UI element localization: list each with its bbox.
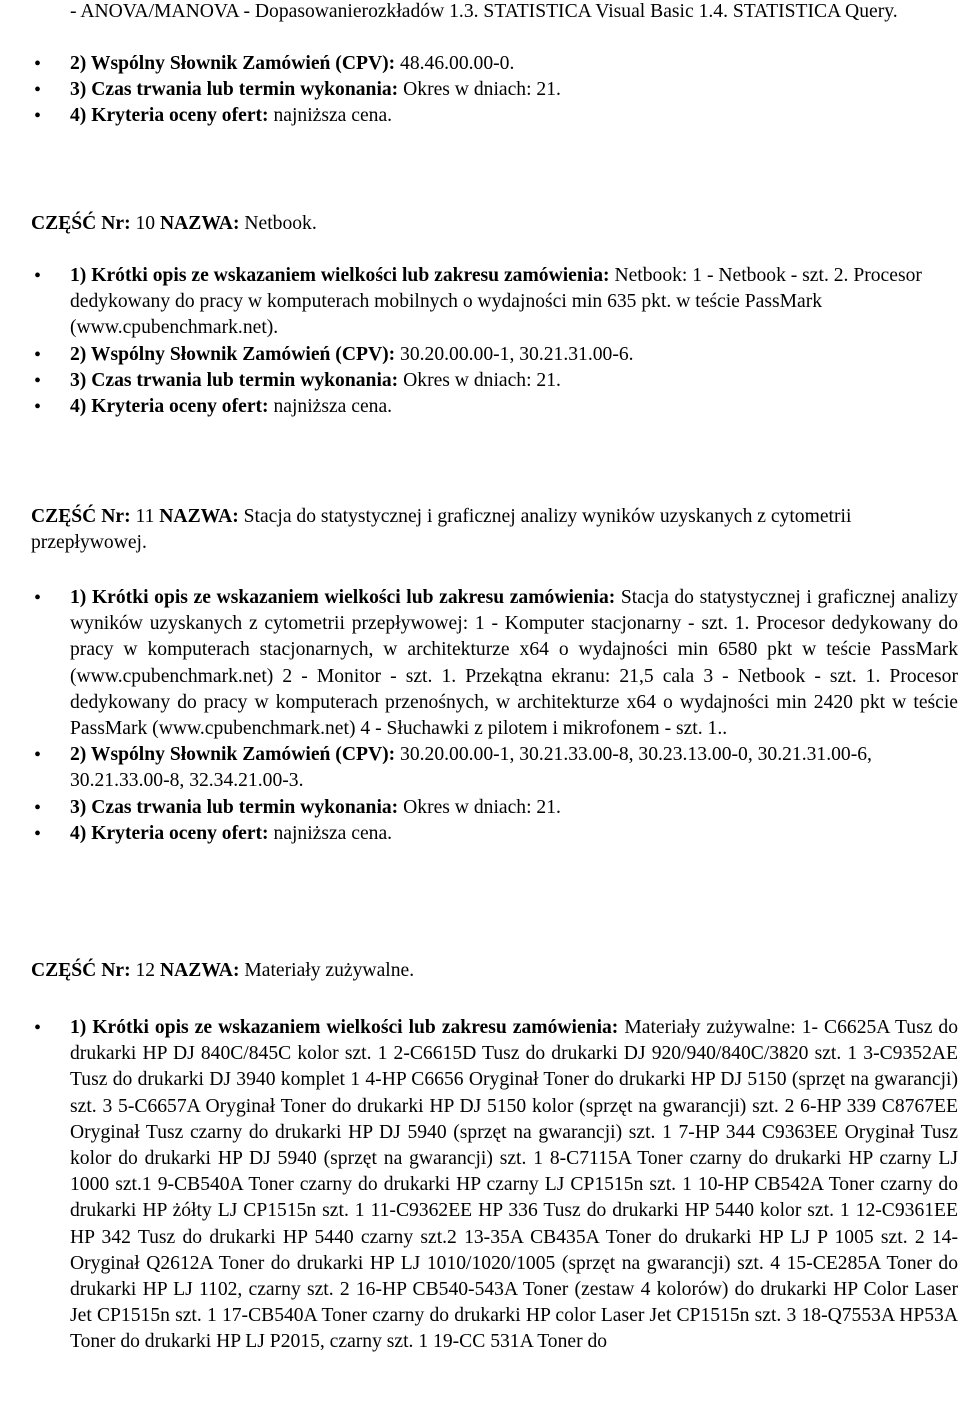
item-label: 4) Kryteria oceny ofert: [70, 105, 269, 127]
part-prefix: CZĘŚĆ Nr: [31, 506, 131, 527]
item-label: 3) Czas trwania lub termin wykonania: [70, 796, 399, 818]
part11-heading [0, 504, 891, 556]
list-item [0, 394, 960, 420]
item-label: 2) Wspólny Słownik Zamówień (CPV): [70, 744, 396, 766]
item-value: najniższa cena. [268, 822, 393, 844]
item-label: 3) Czas trwania lub termin wykonania: [70, 369, 399, 391]
part-prefix: CZĘŚĆ Nr: [31, 213, 131, 234]
item-label: 1) Krótki opis ze wskazaniem wielkości lub zakresu zamówienia: [70, 587, 616, 608]
part-prefix: CZĘŚĆ Nr: [31, 960, 131, 981]
item-value: 30.20.00.00-1, 30.21.33.00-8, 30.23.13.00-0, 30.21.31.00-6, 30.21.33.00-8, 32.34.21.00-3. [70, 744, 872, 792]
item-value: Okres w dniach: 21. [398, 79, 561, 101]
item-value: 48.46.00.00-0. [395, 53, 515, 74]
list-item [0, 585, 960, 742]
part-number: 12 [130, 960, 160, 981]
list-item [0, 821, 960, 847]
item-value: Materiały zużywalne: 1- C6625A Tusz do drukarki HP DJ 840C/845C kolor szt. 1 2-C6615D Tusz do drukarki DJ 920/940/840C/3820 szt. 1 3-C9352AE Tusz do drukarki DJ 3940 komplet 1 4-HP C6656 Oryginał Toner do drukarki HP DJ 5150 (sprzęt na gwarancji) szt. 3 5-C6657A Oryginał Toner do drukarki HP DJ 5150 kolor (sprzęt na gwarancji) szt. 2 6-HP 339 C8767EE Oryginał Tusz czarny do drukarki HP DJ 5940 (sprzęt na gwarancji) szt. 1 7-HP 344 C9363EE Oryginał Tusz kolor do drukarki HP DJ 5940 (sprzęt na gwarancji) szt. 1 8-C7115A Toner czarny do drukarki HP czarny LJ 1000 szt.1 9-CB540A Toner czarny do drukarki HP czarny LJ CP1515n szt. 1 10-HP CB542A Toner czarny do drukarki HP żółty LJ CP1515n szt. 1 11-C9362EE HP 336 Tusz do drukarki HP 5440 kolor szt. 1 12-C9361EE HP 342 Tusz do drukarki HP 5440 czarny szt.2 13-35A CB435A Toner do drukarki HP LJ P 1005 szt. 2 14-Oryginał Q2612A Toner do drukarki HP LJ 1010/1020/1005 (sprzęt na gwarancji) szt. 4 15-CE285A Toner do drukarki HP LJ 1102, czarny szt. 2 16-HP CB540-543A Toner (zestaw 4 kolorów) do drukarki HP Color Laser Jet CP1515n szt. 1 17-CB540A Toner czarny do drukarki HP color Laser Jet CP1515n szt. 3 18-Q7553A HP53A Toner do drukarki HP LJ P2015, czarny szt. 1 19-CC 531A Toner do [70, 1017, 958, 1353]
continuation-text: - ANOVA/MANOVA - Dopasowanierozkładów 1.3. STATISTICA Visual Basic 1.4. STATISTICA Query. [70, 1, 898, 22]
list-item [0, 368, 960, 394]
list-item [0, 51, 960, 77]
item-value: Netbook: 1 - Netbook - szt. 2. Procesor dedykowany do pracy w komputerach mobilnych o wydajności min 635 pkt. w teście PassMark (www.cpubenchmark.net). [70, 265, 922, 339]
part-name: Netbook. [239, 213, 317, 234]
list-item [0, 263, 930, 342]
item-value: Okres w dniach: 21. [398, 796, 561, 818]
part-name: Materiały zużywalne. [239, 960, 415, 981]
item-value: Okres w dniach: 21. [398, 369, 561, 391]
item-label: 4) Kryteria oceny ofert: [70, 396, 269, 418]
item-value: 30.20.00.00-1, 30.21.31.00-6. [395, 343, 634, 365]
part-name-label: NAZWA: [159, 506, 239, 527]
part-number: 11 [130, 506, 160, 527]
item-value: Stacja do statystycznej i graficznej analizy wyników uzyskanych z cytometrii przepływowej: 1 - Komputer stacjonarny - szt. 1. Procesor dedykowany do pracy w komputerach stacjonarnych, w architekturze x64 o wydajności min 6580 pkt w teście PassMark (www.cpubenchmark.net) 2 - Monitor - szt. 1. Przekątna ekranu: 21,5 cala 3 - Netbook - szt. 1. Procesor dedykowany do pracy w komputerach przenośnych, w architekturze x64 o wydajności min 2420 pkt w teście PassMark (www.cpubenchmark.net) 4 - Słuchawki z pilotem i mikrofonem - szt. 1.. [70, 587, 958, 740]
part-name: Stacja do statystycznej i graficznej analizy wyników uzyskanych z cytometrii przepływowej. [31, 506, 852, 554]
list-item [0, 342, 960, 368]
item-value: najniższa cena. [268, 105, 393, 127]
part12-item-list [0, 1015, 960, 1356]
list-item [0, 795, 960, 821]
list-item [0, 77, 960, 103]
part12-heading [0, 958, 414, 984]
list-item [0, 742, 892, 794]
part10-item-list [0, 263, 960, 420]
item-label: 1) Krótki opis ze wskazaniem wielkości lub zakresu zamówienia: [70, 1017, 619, 1038]
part-number: 10 [130, 213, 160, 234]
item-label: 4) Kryteria oceny ofert: [70, 822, 269, 844]
item-label: 1) Krótki opis ze wskazaniem wielkości lub zakresu zamówienia: [70, 265, 610, 286]
item-label: 2) Wspólny Słownik Zamówień (CPV): [70, 53, 396, 74]
item-value: najniższa cena. [268, 396, 393, 418]
part11-item-list [0, 585, 960, 847]
part-name-label: NAZWA: [160, 213, 240, 234]
item-label: 3) Czas trwania lub termin wykonania: [70, 79, 399, 101]
item-label: 2) Wspólny Słownik Zamówień (CPV): [70, 343, 396, 365]
list-item [0, 1015, 960, 1356]
part-name-label: NAZWA: [160, 960, 240, 981]
part10-heading [0, 211, 317, 237]
top-item-list [0, 51, 960, 130]
list-item [0, 103, 960, 129]
